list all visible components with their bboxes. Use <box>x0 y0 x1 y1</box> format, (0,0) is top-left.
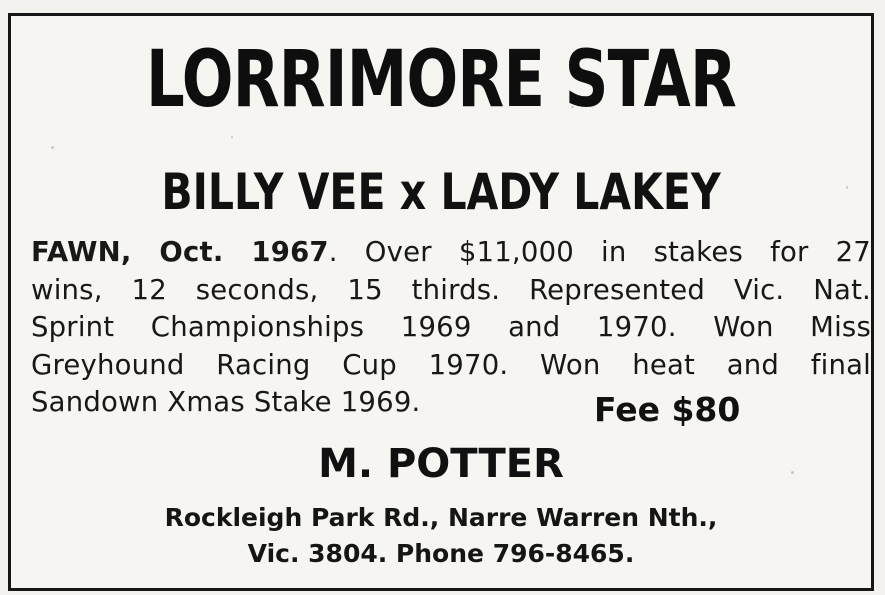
owner-name: M. POTTER <box>318 441 564 487</box>
print-speck <box>51 146 54 149</box>
address-line-2-phone: Vic. 3804. Phone 796-8465. <box>247 539 635 568</box>
colour-and-birth-date: FAWN, Oct. 1967 <box>31 236 329 268</box>
description-line-4: Greyhound Racing Cup 1970. Won heat and final <box>31 348 871 381</box>
greyhound-name-title: LORRIMORE STAR <box>145 35 737 125</box>
description-line-2: wins, 12 seconds, 15 thirds. Represented Vic. Nat. <box>31 273 871 306</box>
stakes-summary: . Over $11,000 in stakes for 27 <box>328 236 871 268</box>
sire-dam-breeding: BILLY VEE x LADY LAKEY <box>161 163 721 221</box>
address-line-1: Rockleigh Park Rd., Narre Warren Nth., <box>164 503 718 532</box>
stud-advertisement <box>8 13 874 591</box>
stud-fee: Fee $80 <box>594 390 741 429</box>
racing-record-description <box>31 234 871 422</box>
description-line-3: Sprint Championships 1969 and 1970. Won Miss <box>31 311 871 343</box>
print-speck <box>846 186 848 189</box>
description-line-5: Sandown Xmas Stake 1969. <box>31 386 421 418</box>
description-line-1 <box>31 234 871 272</box>
print-speck <box>231 136 233 138</box>
